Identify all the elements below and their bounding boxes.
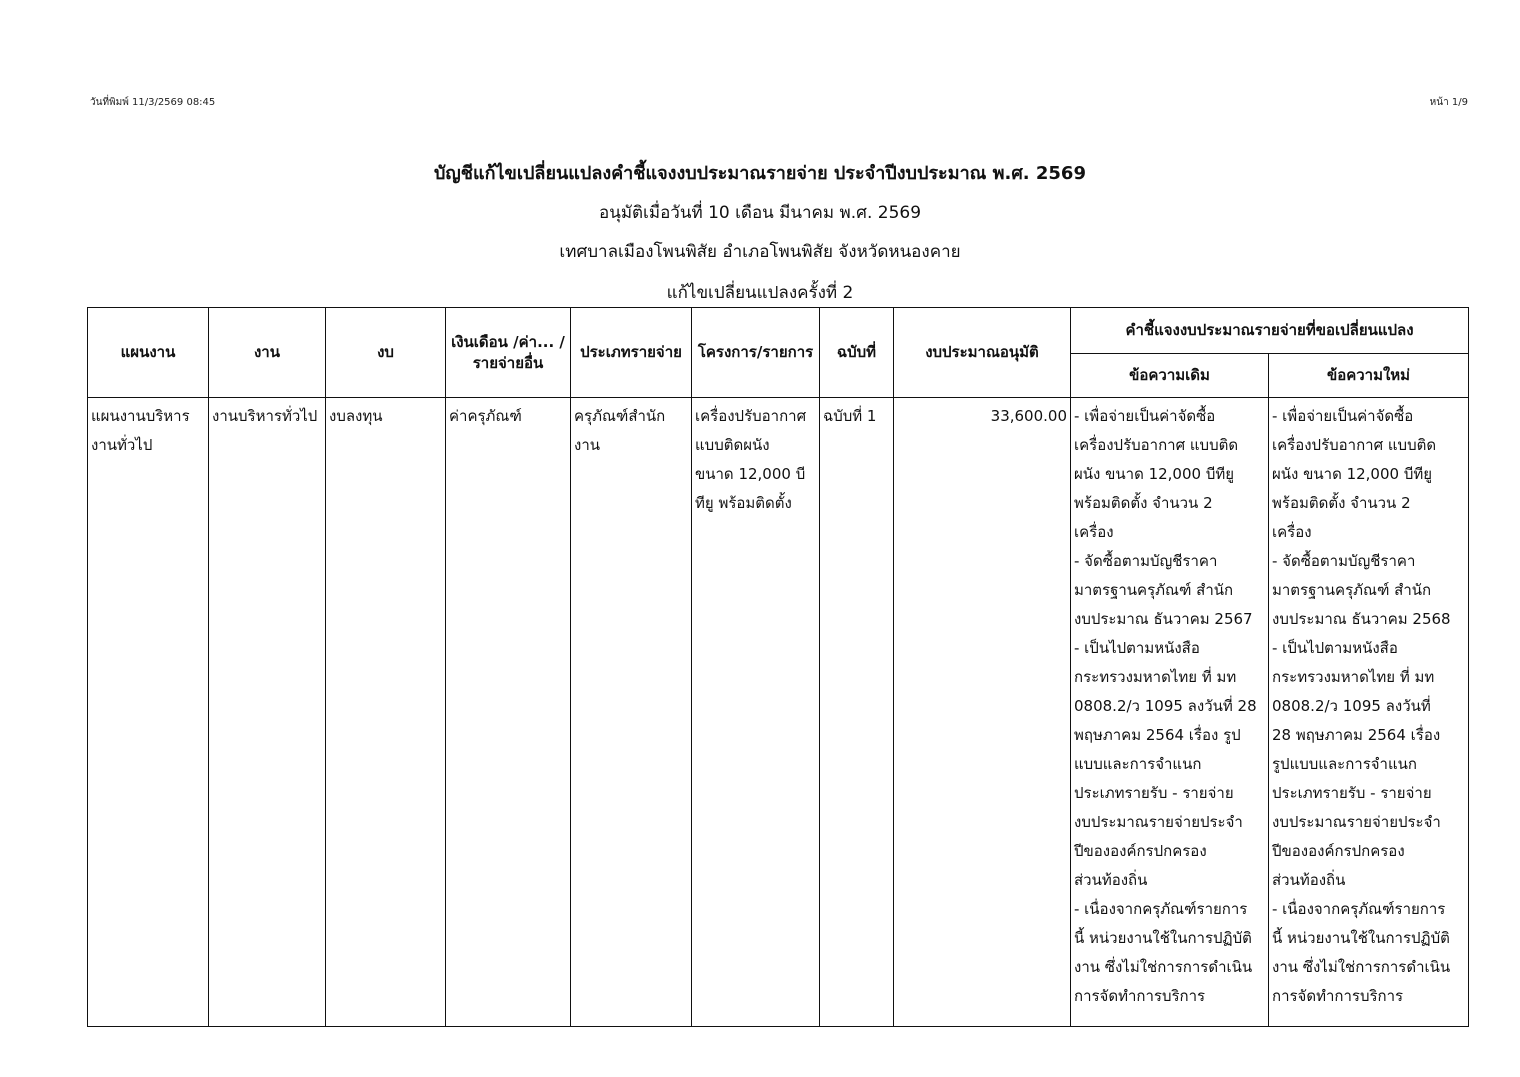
new-text-line: นี้ หน่วยงานใช้ในการปฏิบัติ <box>1272 929 1450 947</box>
old-text-line: ผนัง ขนาด 12,000 บีทียู <box>1074 465 1235 483</box>
header-plan: แผนงาน <box>88 308 209 398</box>
cell-plan <box>88 398 209 1027</box>
cell-project-line: ขนาด 12,000 บี <box>695 465 806 483</box>
new-text-line: ส่วนท้องถิ่น <box>1272 871 1346 889</box>
old-text-line: พฤษภาคม 2564 เรื่อง รูป <box>1074 726 1241 744</box>
approval-date: อนุมัติเมื่อวันที่ 10 เดือน มีนาคม พ.ศ. 2569 <box>598 203 922 223</box>
old-text-line: - เพื่อจ่ายเป็นค่าจัดซื้อ <box>1074 407 1216 425</box>
cell-work: งานบริหารทั่วไป <box>209 398 326 1027</box>
header-old-text: ข้อความเดิม <box>1071 354 1269 398</box>
new-text-line: งาน ซึ่งไม่ใช่การการดำเนิน <box>1272 958 1451 976</box>
header-new-text: ข้อความใหม่ <box>1269 354 1469 398</box>
cell-approved-budget: 33,600.00 <box>894 398 1071 1027</box>
old-text-line: มาตรฐานครุภัณฑ์ สำนัก <box>1074 581 1234 599</box>
new-text-line: รูปแบบและการจำแนก <box>1272 755 1417 773</box>
old-text-line: การจัดทำการบริการ <box>1074 987 1206 1005</box>
old-text-line: ส่วนท้องถิ่น <box>1074 871 1148 889</box>
cell-project-line: ทียู พร้อมติดตั้ง <box>695 494 792 512</box>
table-row <box>88 398 1469 1027</box>
old-text-line: งบประมาณ ธันวาคม 2567 <box>1074 610 1253 628</box>
cell-new-text <box>1269 398 1469 1027</box>
new-text-line: 28 พฤษภาคม 2564 เรื่อง <box>1272 726 1441 744</box>
new-text-line: ประเภทรายรับ - รายจ่าย <box>1272 784 1432 802</box>
new-text-line: กระทรวงมหาดไทย ที่ มท <box>1272 668 1435 686</box>
document-title: บัญชีแก้ไขเปลี่ยนแปลงคำชี้แจงงบประมาณรายจ่าย ประจำปีงบประมาณ พ.ศ. 2569 <box>434 163 1086 184</box>
print-date: วันที่พิมพ์ 11/3/2569 08:45 <box>90 97 216 108</box>
old-text-line: พร้อมติดตั้ง จำนวน 2 <box>1074 494 1213 512</box>
header-category: เงินเดือน /ค่า... / รายจ่ายอื่น <box>446 308 571 398</box>
header-work: งาน <box>209 308 326 398</box>
new-text-line: ผนัง ขนาด 12,000 บีทียู <box>1272 465 1433 483</box>
old-text-line: เครื่อง <box>1074 523 1114 541</box>
new-text-line: - เนื่องจากครุภัณฑ์รายการ <box>1272 900 1446 918</box>
cell-project <box>692 398 820 1027</box>
new-text-line: การจัดทำการบริการ <box>1272 987 1404 1005</box>
old-text-line: นี้ หน่วยงานใช้ในการปฏิบัติ <box>1074 929 1252 947</box>
new-text-line: พร้อมติดตั้ง จำนวน 2 <box>1272 494 1411 512</box>
header-explanation: คำชี้แจงงบประมาณรายจ่ายที่ขอเปลี่ยนแปลง <box>1071 308 1469 354</box>
old-text-line: 0808.2/ว 1095 ลงวันที่ 28 <box>1074 697 1257 715</box>
old-text-line: แบบและการจำแนก <box>1074 755 1202 773</box>
new-text-line: ปีขององค์กรปกครอง <box>1272 842 1405 860</box>
header-project: โครงการ/รายการ <box>692 308 820 398</box>
cell-project-line: เครื่องปรับอากาศ <box>695 407 807 425</box>
new-text-line: มาตรฐานครุภัณฑ์ สำนัก <box>1272 581 1432 599</box>
old-text-line: เครื่องปรับอากาศ แบบติด <box>1074 436 1239 454</box>
new-text-line: 0808.2/ว 1095 ลงวันที่ <box>1272 697 1431 715</box>
new-text-line: เครื่องปรับอากาศ แบบติด <box>1272 436 1437 454</box>
cell-expense-type-line: งาน <box>574 436 601 454</box>
old-text-line: - เนื่องจากครุภัณฑ์รายการ <box>1074 900 1248 918</box>
old-text-line: ประเภทรายรับ - รายจ่าย <box>1074 784 1234 802</box>
new-text-line: - จัดซื้อตามบัญชีราคา <box>1272 552 1416 570</box>
old-text-line: ปีขององค์กรปกครอง <box>1074 842 1207 860</box>
cell-expense-type <box>571 398 692 1027</box>
header-budget: งบ <box>326 308 446 398</box>
cell-project-line: แบบติดผนัง <box>695 436 770 454</box>
old-text-line: กระทรวงมหาดไทย ที่ มท <box>1074 668 1237 686</box>
old-text-line: งาน ซึ่งไม่ใช่การการดำเนิน <box>1074 958 1253 976</box>
new-text-line: งบประมาณรายจ่ายประจำ <box>1272 813 1441 831</box>
old-text-line: - จัดซื้อตามบัญชีราคา <box>1074 552 1218 570</box>
cell-plan-line: แผนงานบริหาร <box>91 407 190 425</box>
cell-category: ค่าครุภัณฑ์ <box>446 398 571 1027</box>
header-expense-type: ประเภทรายจ่าย <box>571 308 692 398</box>
new-text-line: เครื่อง <box>1272 523 1312 541</box>
old-text-line: งบประมาณรายจ่ายประจำ <box>1074 813 1243 831</box>
cell-budget: งบลงทุน <box>326 398 446 1027</box>
cell-expense-type-line: ครุภัณฑ์สำนัก <box>574 407 666 425</box>
header-version: ฉบับที่ <box>820 308 894 398</box>
budget-change-table <box>87 307 1469 1027</box>
old-text-line: - เป็นไปตามหนังสือ <box>1074 639 1200 657</box>
cell-old-text <box>1071 398 1269 1027</box>
new-text-line: - เป็นไปตามหนังสือ <box>1272 639 1398 657</box>
page-number: หน้า 1/9 <box>1429 97 1468 108</box>
new-text-line: - เพื่อจ่ายเป็นค่าจัดซื้อ <box>1272 407 1414 425</box>
revision-number: แก้ไขเปลี่ยนแปลงครั้งที่ 2 <box>666 283 854 303</box>
cell-plan-line: งานทั่วไป <box>91 436 153 454</box>
cell-version: ฉบับที่ 1 <box>820 398 894 1027</box>
header-approved-budget: งบประมาณอนุมัติ <box>894 308 1071 398</box>
new-text-line: งบประมาณ ธันวาคม 2568 <box>1272 610 1451 628</box>
municipality-name: เทศบาลเมืองโพนพิสัย อำเภอโพนพิสัย จังหวัดหนองคาย <box>559 242 961 262</box>
